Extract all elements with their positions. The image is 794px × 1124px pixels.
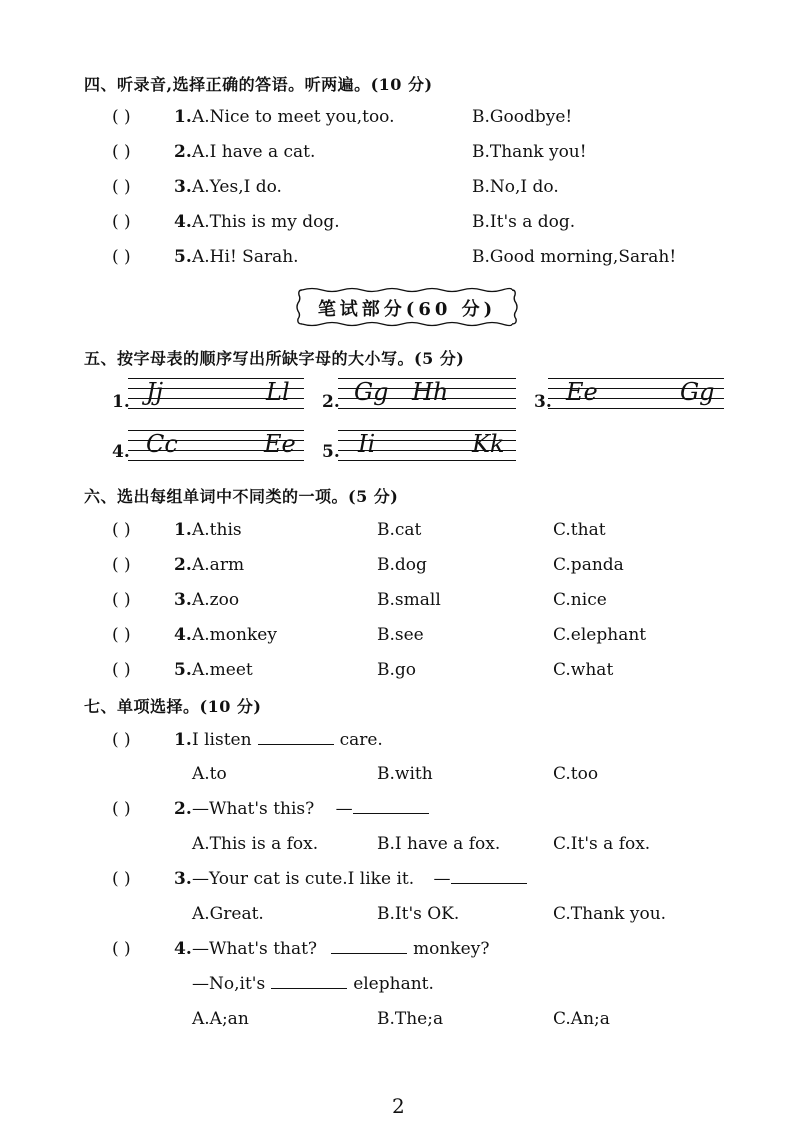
question-number: 1. <box>174 520 192 540</box>
option-a: A.This is my dog. <box>192 212 340 232</box>
question-stem <box>192 799 435 819</box>
option-a: A.zoo <box>192 590 240 610</box>
answer-paren[interactable]: ( ) <box>112 799 131 819</box>
option-a: A.meet <box>192 660 253 680</box>
given-letter: Ii <box>358 430 376 458</box>
question-stem <box>192 869 533 889</box>
option-c: C.too <box>553 764 599 784</box>
option-a: A.This is a fox. <box>192 834 319 854</box>
given-letter: Ee <box>566 378 598 406</box>
stem-text: I listen <box>192 730 252 750</box>
option-a: A.Nice to meet you,too. <box>192 107 395 127</box>
written-part-banner <box>296 286 518 328</box>
option-c: C.It's a fox. <box>553 834 651 854</box>
page-number: 2 <box>392 1094 405 1118</box>
stem-text: —No,it's <box>192 974 266 994</box>
answer-blank[interactable] <box>451 869 527 884</box>
option-b: B.with <box>377 764 433 784</box>
question-number: 1. <box>174 730 192 750</box>
option-b: B.Thank you! <box>472 142 587 162</box>
option-b: B.small <box>377 590 441 610</box>
answer-blank[interactable] <box>353 799 429 814</box>
answer-blank[interactable] <box>271 974 347 989</box>
section7-title: 七、单项选择。(10 分) <box>84 697 262 716</box>
option-b: B.go <box>377 660 417 680</box>
option-a: A.A;an <box>192 1009 249 1029</box>
option-b: B.No,I do. <box>472 177 559 197</box>
option-c: C.An;a <box>553 1009 610 1029</box>
given-letter: Jj <box>146 378 164 406</box>
stem-text: —What's that? <box>192 939 318 959</box>
stem-text: —What's this? <box>192 799 315 819</box>
question-number: 4. <box>174 212 192 232</box>
option-c: C.elephant <box>553 625 647 645</box>
given-letter: Hh <box>412 378 449 406</box>
group-number: 3. <box>534 392 552 412</box>
option-c: C.panda <box>553 555 624 575</box>
question-stem <box>192 730 383 750</box>
option-a: A.monkey <box>192 625 277 645</box>
answer-paren[interactable]: ( ) <box>112 107 131 127</box>
group-number: 1. <box>112 392 130 412</box>
option-b: B.Goodbye! <box>472 107 573 127</box>
question-number: 4. <box>174 625 192 645</box>
option-a: A.Yes,I do. <box>192 177 282 197</box>
option-b: B.see <box>377 625 424 645</box>
option-a: A.arm <box>192 555 245 575</box>
option-a: A.this <box>192 520 242 540</box>
question-number: 1. <box>174 107 192 127</box>
answer-paren[interactable]: ( ) <box>112 869 131 889</box>
given-letter: Gg <box>680 378 715 406</box>
option-b: B.The;a <box>377 1009 444 1029</box>
section6-title: 六、选出每组单词中不同类的一项。(5 分) <box>84 487 399 506</box>
stem-text: elephant. <box>353 974 434 994</box>
answer-paren[interactable]: ( ) <box>112 177 131 197</box>
answer-paren[interactable]: ( ) <box>112 730 131 750</box>
given-letter: Cc <box>146 430 178 458</box>
answer-paren[interactable]: ( ) <box>112 212 131 232</box>
stem-text: monkey? <box>413 939 490 959</box>
option-b: B.Good morning,Sarah! <box>472 247 677 267</box>
answer-paren[interactable]: ( ) <box>112 555 131 575</box>
question-stem-line2 <box>192 974 434 994</box>
given-letter: Gg <box>354 378 389 406</box>
group-number: 2. <box>322 392 340 412</box>
question-number: 3. <box>174 590 192 610</box>
question-number: 3. <box>174 869 192 889</box>
option-c: C.what <box>553 660 614 680</box>
stem-text: care. <box>339 730 383 750</box>
question-number: 4. <box>174 939 192 959</box>
answer-blank[interactable] <box>331 939 407 954</box>
question-number: 5. <box>174 247 192 267</box>
given-letter: Kk <box>472 430 505 458</box>
option-a: A.Great. <box>192 904 264 924</box>
option-c: C.Thank you. <box>553 904 667 924</box>
answer-paren[interactable]: ( ) <box>112 625 131 645</box>
stem-text: —Your cat is cute.I like it. <box>192 869 415 889</box>
banner-text: 笔试部分(60 分) <box>317 299 497 320</box>
question-stem <box>192 939 489 959</box>
question-number: 5. <box>174 660 192 680</box>
question-number: 2. <box>174 142 192 162</box>
option-c: C.nice <box>553 590 607 610</box>
option-b: B.It's OK. <box>377 904 460 924</box>
group-number: 5. <box>322 442 340 462</box>
section5-title: 五、按字母表的顺序写出所缺字母的大小写。(5 分) <box>84 349 465 368</box>
answer-blank[interactable] <box>258 730 334 745</box>
group-number: 4. <box>112 442 130 462</box>
stem-text: — <box>335 799 353 819</box>
option-b: B.cat <box>377 520 422 540</box>
option-a: A.Hi! Sarah. <box>192 247 299 267</box>
question-number: 2. <box>174 799 192 819</box>
option-b: B.dog <box>377 555 427 575</box>
option-a: A.to <box>192 764 227 784</box>
question-number: 2. <box>174 555 192 575</box>
stem-text: — <box>433 869 451 889</box>
answer-paren[interactable]: ( ) <box>112 142 131 162</box>
option-b: B.I have a fox. <box>377 834 501 854</box>
answer-paren[interactable]: ( ) <box>112 660 131 680</box>
option-a: A.I have a cat. <box>192 142 316 162</box>
answer-paren[interactable]: ( ) <box>112 939 131 959</box>
option-c: C.that <box>553 520 606 540</box>
answer-paren[interactable]: ( ) <box>112 247 131 267</box>
given-letter: Ll <box>266 378 290 406</box>
answer-paren[interactable]: ( ) <box>112 520 131 540</box>
answer-paren[interactable]: ( ) <box>112 590 131 610</box>
section4-title: 四、听录音,选择正确的答语。听两遍。(10 分) <box>84 75 433 94</box>
question-number: 3. <box>174 177 192 197</box>
option-b: B.It's a dog. <box>472 212 576 232</box>
given-letter: Ee <box>264 430 296 458</box>
